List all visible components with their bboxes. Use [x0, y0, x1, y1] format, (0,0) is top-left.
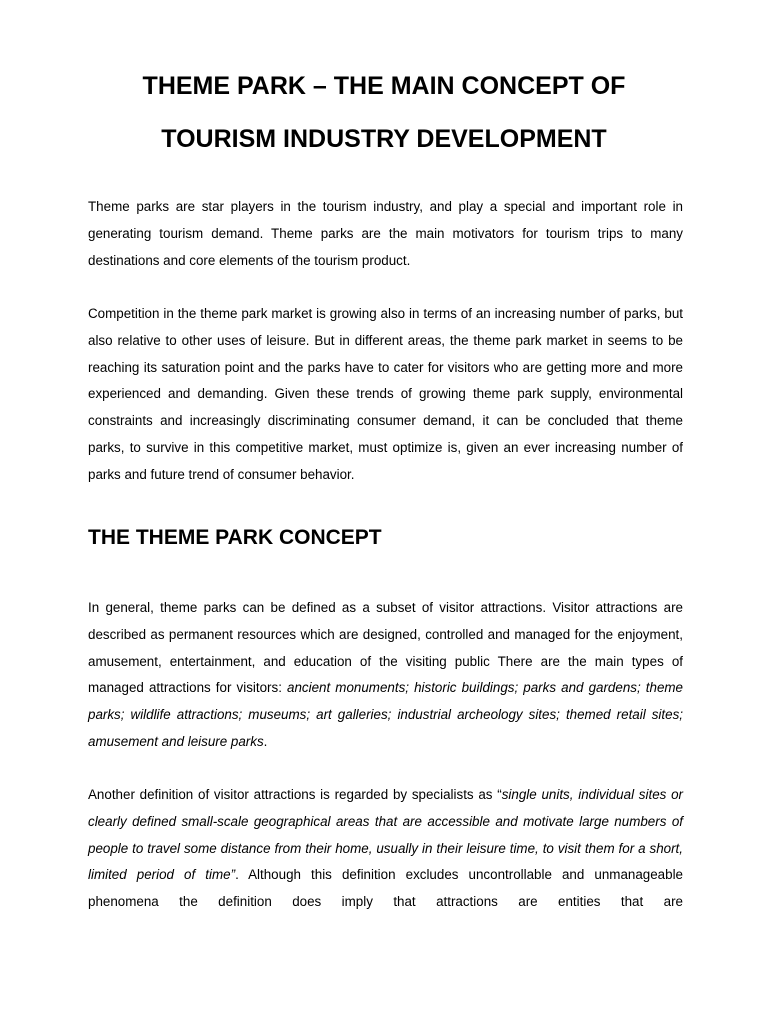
paragraph-another-definition-end: . Although this definition excludes uncontrollable and unmanageable phenomena the definition does imply that attractions are entities that are — [88, 867, 683, 910]
document-title-line-2: TOURISM INDUSTRY DEVELOPMENT — [161, 125, 607, 153]
paragraph-another-definition — [88, 782, 683, 916]
paragraph-definition-end: . — [263, 733, 268, 749]
section-heading: THE THEME PARK CONCEPT — [88, 526, 382, 549]
paragraph-definition-text: In general, theme parks can be defined as a subset of visitor attractions. Visitor attractions are described as permanent resources which are designed, controlled and managed for the enjoyment, amusement, entertainment, and education of the visiting public There are the main types of managed attractions for visitors: — [88, 600, 683, 696]
paragraph-another-definition-text: Another definition of visitor attractions is regarded by specialists as “ — [88, 787, 502, 802]
paragraph-competition: Competition in the theme park market is growing also in terms of an increasing number of parks, but also relative to other uses of leisure. But in different areas, the theme park market in seems to be reaching its saturation point and the parks have to cater for visitors who are getting more and more experienced and demanding. Given these trends of growing theme park supply, environmental constraints and increasingly discriminating consumer demand, it can be concluded that theme parks, to survive in this competitive market, must optimize is, given an ever increasing number of parks and future trend of consumer behavior. — [88, 306, 683, 482]
paragraph-intro: Theme parks are star players in the tourism industry, and play a special and important role in generating tourism demand. Theme parks are the main motivators for tourism trips to many destinations and core elements of the tourism product. — [88, 199, 683, 268]
paragraph-another-definition-italic: single units, individual sites or clearly defined small-scale geographical areas that are accessible and motivate large numbers of people to travel some distance from their home, usually in their leisure time, to visit them for a short, limited period of time” — [88, 787, 683, 883]
document-title-line-1: THEME PARK – THE MAIN CONCEPT OF — [142, 72, 626, 100]
paragraph-definition-italic: ancient monuments; historic buildings; parks and gardens; theme parks; wildlife attractions; museums; art galleries; industrial archeology sites; themed retail sites; amusement and leisure parks — [88, 680, 683, 749]
paragraph-definition — [88, 595, 683, 756]
